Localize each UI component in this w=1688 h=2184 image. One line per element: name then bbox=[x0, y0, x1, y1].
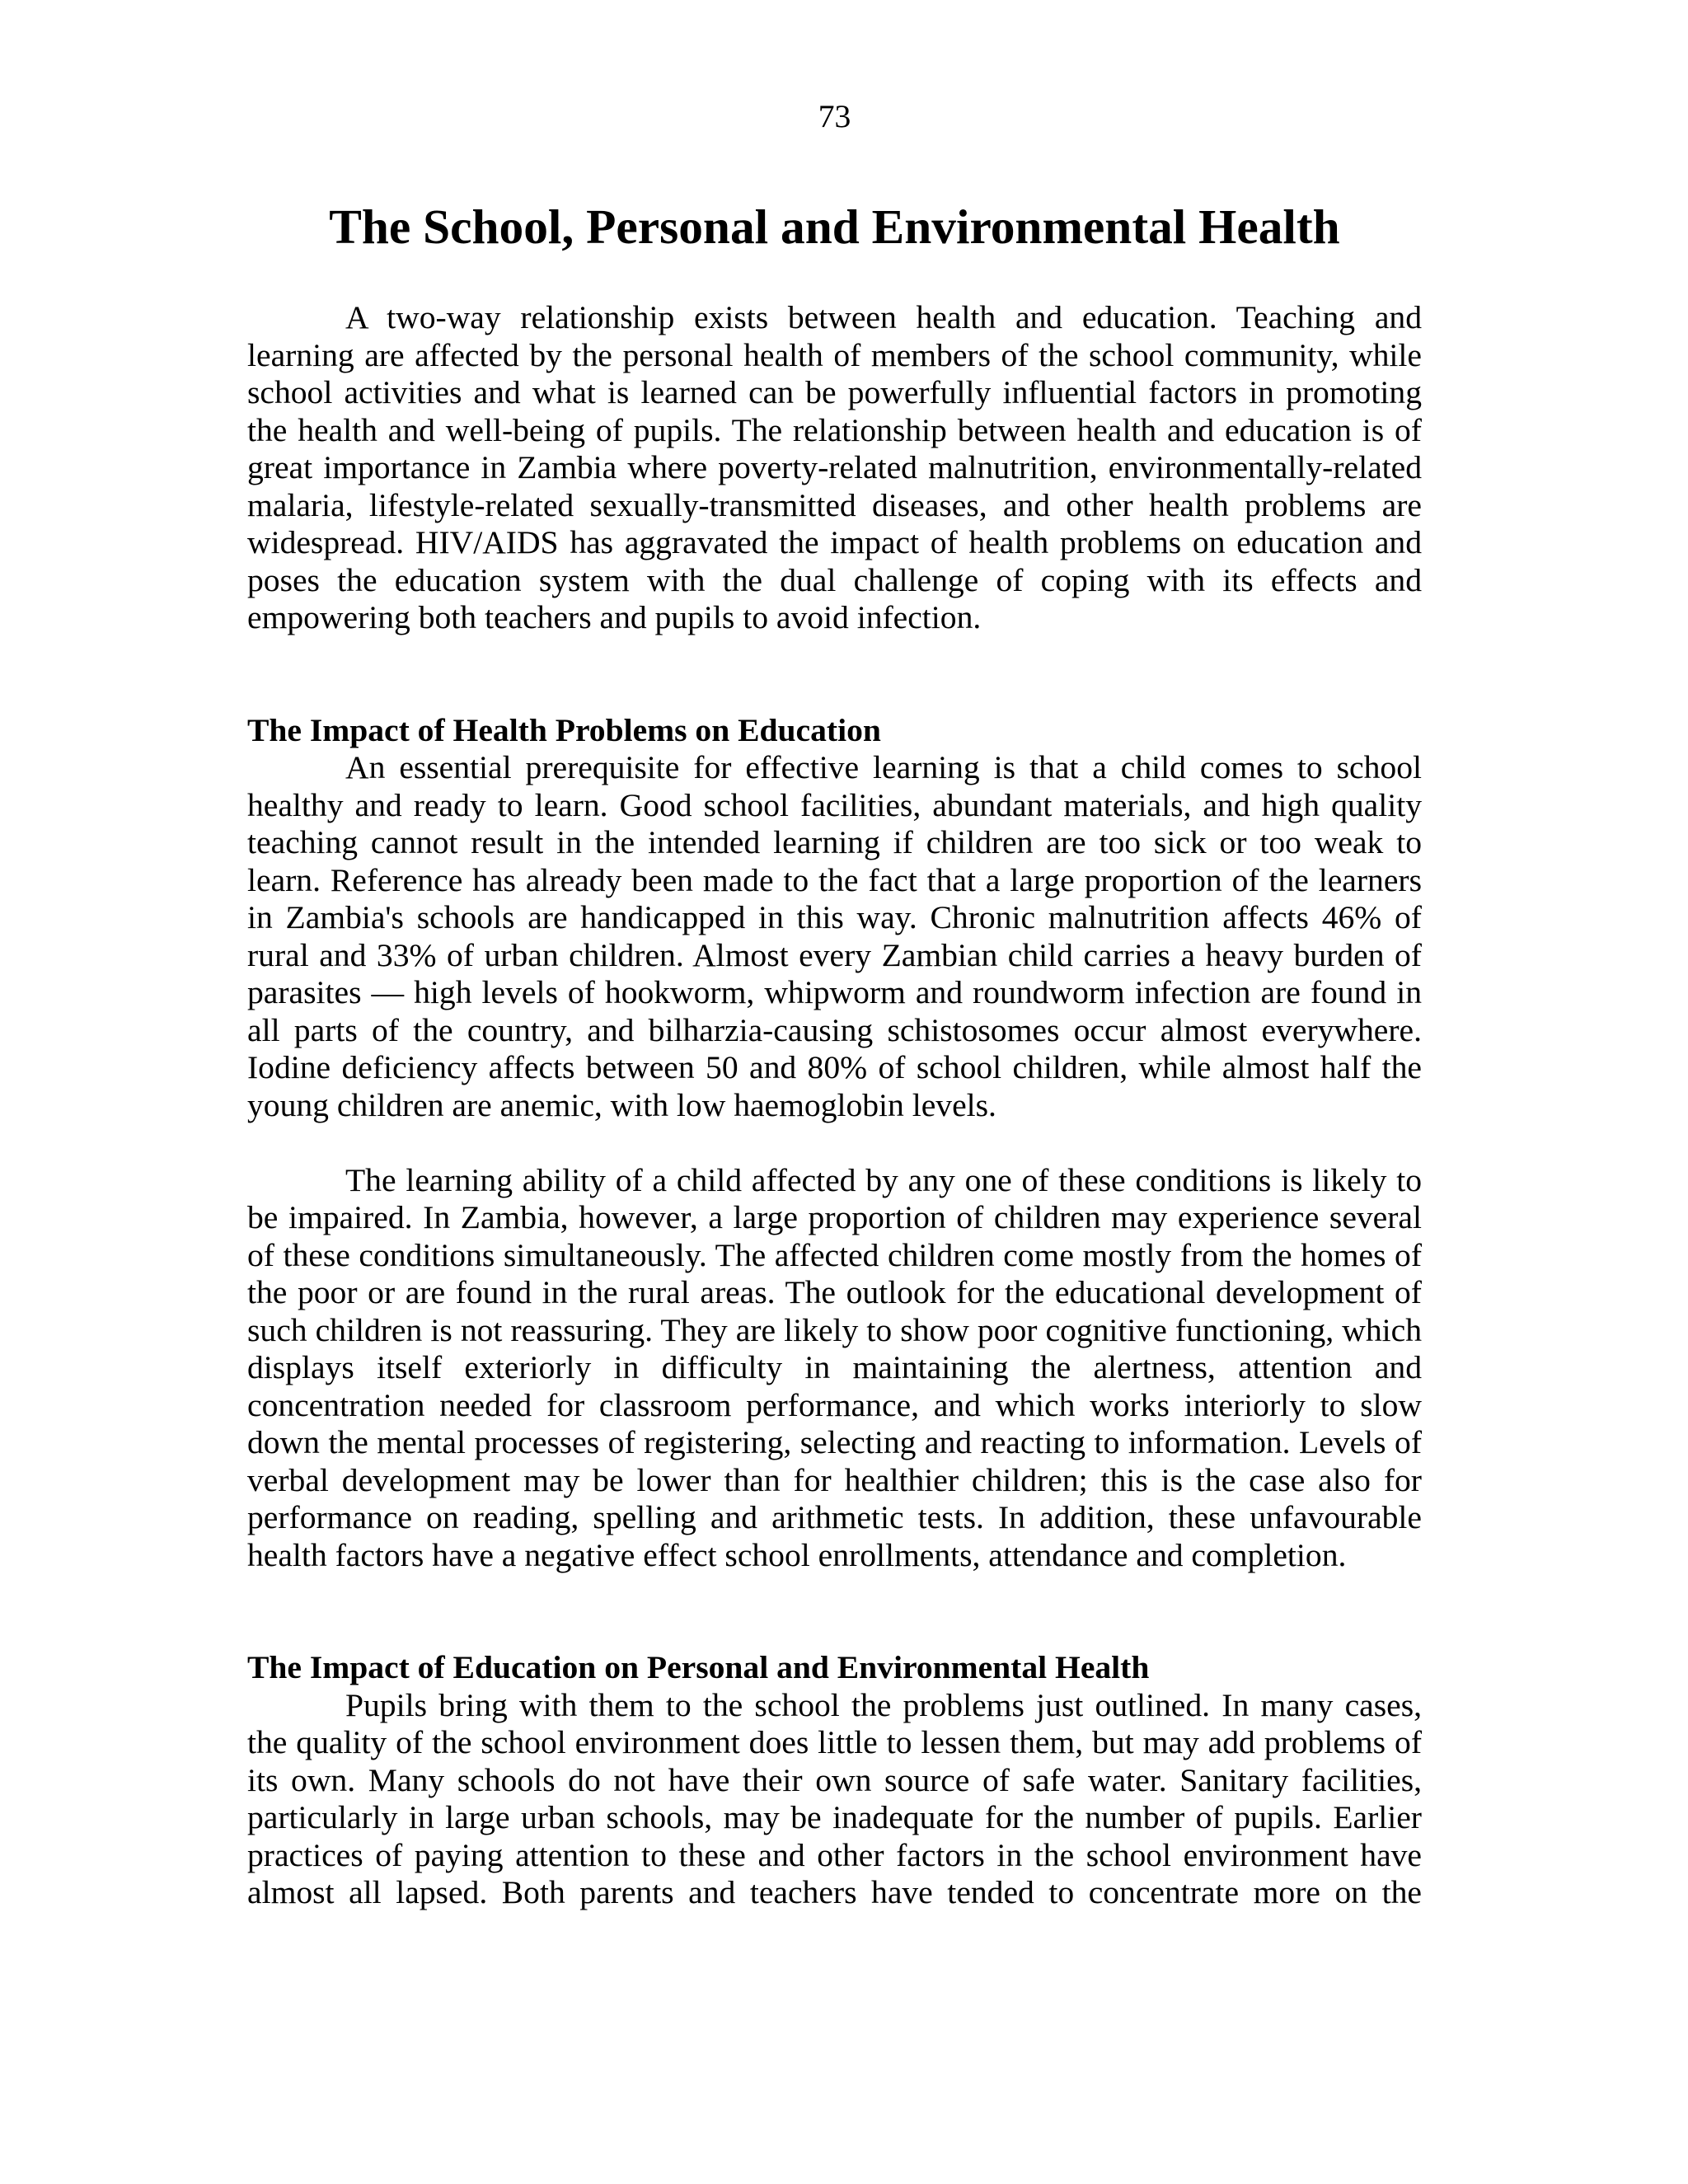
section-heading: The Impact of Health Problems on Education bbox=[247, 711, 881, 748]
section-paragraph: An essential prerequisite for effective learning is that a child comes to school healthy and ready to learn. Good school facilities, abundant materials, and high quality teaching cannot result in the intended learning if children are too sick or too weak to learn. Reference has already been made to the fact that a large proportion of the learners in Zambia's schools are handicapped in this way. Chronic malnutrition affects 46% of rural and 33% of urban children. Almost every Zambian child carries a heavy burden of parasites — high levels of hookworm, whipworm and roundworm infection are found in all parts of the country, and bilharzia-causing schistosomes occur almost everywhere. Iodine deficiency affects between 50 and 80% of school children, while almost half the young children are anemic, with low haemoglobin levels. bbox=[247, 749, 1422, 1123]
section-heading: The Impact of Education on Personal and Environmental Health bbox=[247, 1649, 1150, 1685]
page-number: 73 bbox=[818, 98, 851, 134]
section-education-on-personal-environmental-health bbox=[247, 1649, 1422, 1912]
document-body bbox=[247, 299, 1422, 1912]
intro-paragraph: A two-way relationship exists between health and education. Teaching and learning are affected by the personal health of members of the school community, while school activities and what is learned can be powerfully influential factors in promoting the health and well-being of pupils. The relationship between health and education is of great importance in Zambia where poverty-related malnutrition, environmentally-related malaria, lifestyle-related sexually-transmitted diseases, and other health problems are widespread. HIV/AIDS has aggravated the impact of health problems on education and poses the education system with the dual challenge of coping with its effects and empowering both teachers and pupils to avoid infection. bbox=[247, 299, 1422, 635]
page-title: The School, Personal and Environmental Health bbox=[329, 199, 1340, 254]
section-paragraph: The learning ability of a child affected by any one of these conditions is likely to be impaired. In Zambia, however, a large proportion of children may experience several of these conditions simultaneously. The affected children come mostly from the homes of the poor or are found in the rural areas. The outlook for the educational development of such children is not reassuring. They are likely to show poor cognitive functioning, which displays itself exteriorly in difficulty in maintaining the alertness, attention and concentration needed for classroom performance, and which works interiorly to slow down the mental processes of registering, selecting and reacting to information. Levels of verbal development may be lower than for healthier children; this is the case also for performance on reading, spelling and arithmetic tests. In addition, these unfavourable health factors have a negative effect school enrollments, attendance and completion. bbox=[247, 1161, 1422, 1573]
section-paragraph: Pupils bring with them to the school the problems just outlined. In many cases, the quality of the school environment does little to lessen them, but may add problems of its own. Many schools do not have their own source of safe water. Sanitary facilities, particularly in large urban schools, may be inadequate for the number of pupils. Earlier practices of paying attention to these and other factors in the school environment have almost all lapsed. Both parents and teachers have tended to concentrate more on the bbox=[247, 1686, 1422, 1910]
section-health-problems-on-education bbox=[247, 712, 1422, 1575]
